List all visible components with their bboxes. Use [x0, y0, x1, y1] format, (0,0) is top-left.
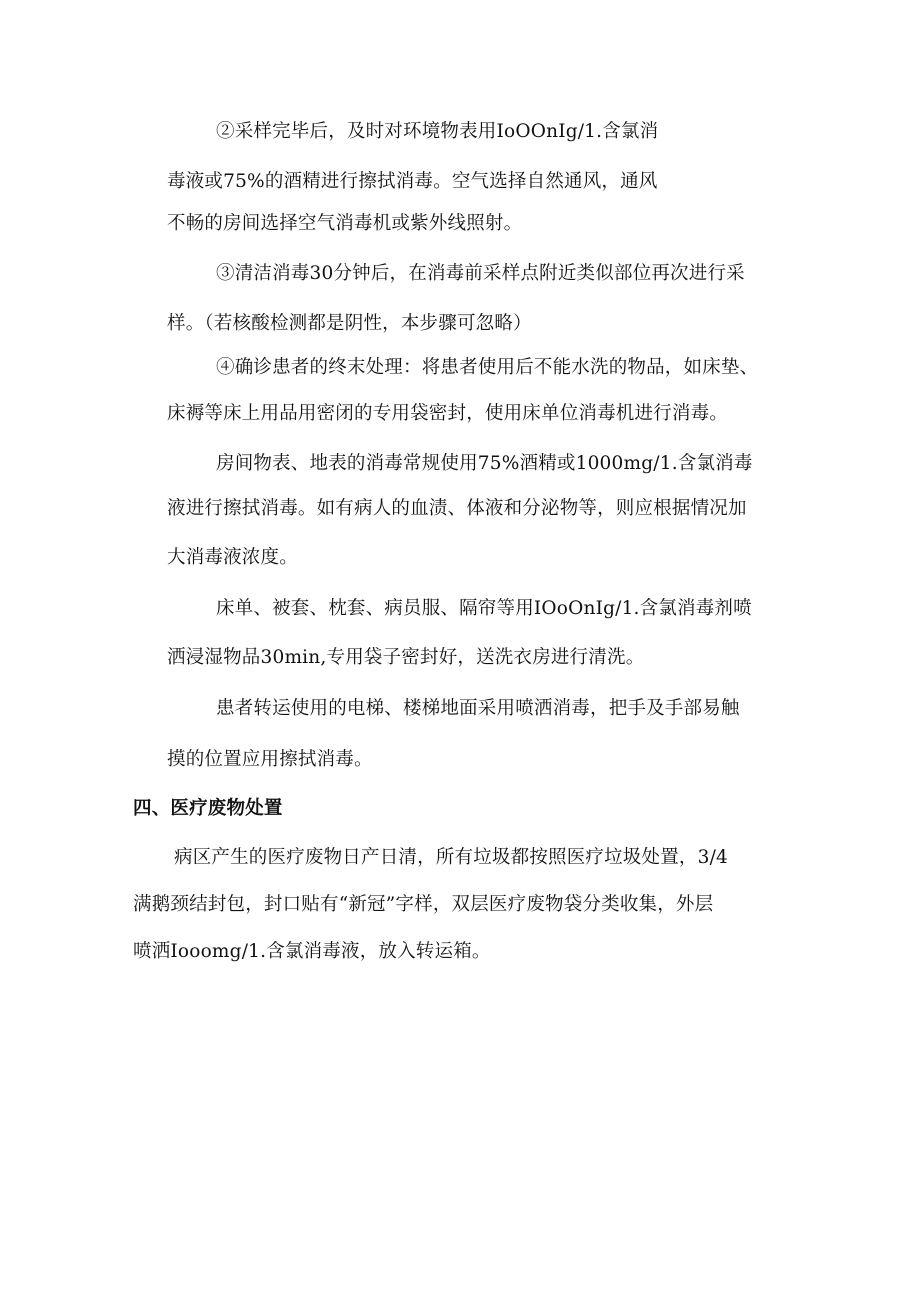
- paragraph-line: 喷洒Iooomg/1.含氯消毒液，放入转运箱。: [133, 941, 491, 962]
- paragraph-line: 床单、被套、枕套、病员服、隔帘等用IOoOnIg/1.含氯消毒剂喷: [216, 598, 752, 619]
- paragraph-line: ②采样完毕后，及时对环境物表用IoOOnIg/1.含氯消: [216, 121, 659, 142]
- paragraph-line: 病区产生的医疗废物日产日清，所有垃圾都按照医疗垃圾处置，3/4: [174, 847, 728, 868]
- paragraph-line: 房间物表、地表的消毒常规使用75%酒精或1000mg/1.含氯消毒: [216, 453, 753, 474]
- paragraph-line: 毒液或75%的酒精进行擦拭消毒。空气选择自然通风，通风: [167, 171, 658, 192]
- section-heading: 四、医疗废物处置: [133, 798, 283, 819]
- paragraph-line: 摸的位置应用擦拭消毒。: [167, 749, 373, 770]
- paragraph-line: 满鹅颈结封包，封口贴有“新冠”字样，双层医疗废物袋分类收集，外层: [133, 894, 714, 915]
- paragraph-line: 洒浸湿物品30min,专用袋子密封好，送洗衣房进行清洗。: [167, 647, 645, 668]
- paragraph-line: 床褥等床上用品用密闭的专用袋密封，使用床单位消毒机进行消毒。: [167, 403, 729, 424]
- paragraph-line: 大消毒液浓度。: [167, 547, 298, 568]
- paragraph-line: ③清洁消毒30分钟后，在消毒前采样点附近类似部位再次进行采: [216, 263, 745, 284]
- paragraph-line: 液进行擦拭消毒。如有病人的血渍、体液和分泌物等，则应根据情况加: [167, 498, 747, 519]
- paragraph-line: ④确诊患者的终末处理：将患者使用后不能水洗的物品，如床垫、: [216, 357, 759, 378]
- paragraph-line: 患者转运使用的电梯、楼梯地面采用喷洒消毒，把手及手部易触: [216, 698, 740, 719]
- paragraph-line: 样。（若核酸检测都是阴性，本步骤可忽略）: [167, 313, 532, 334]
- paragraph-line: 不畅的房间选择空气消毒机或紫外线照射。: [167, 213, 523, 234]
